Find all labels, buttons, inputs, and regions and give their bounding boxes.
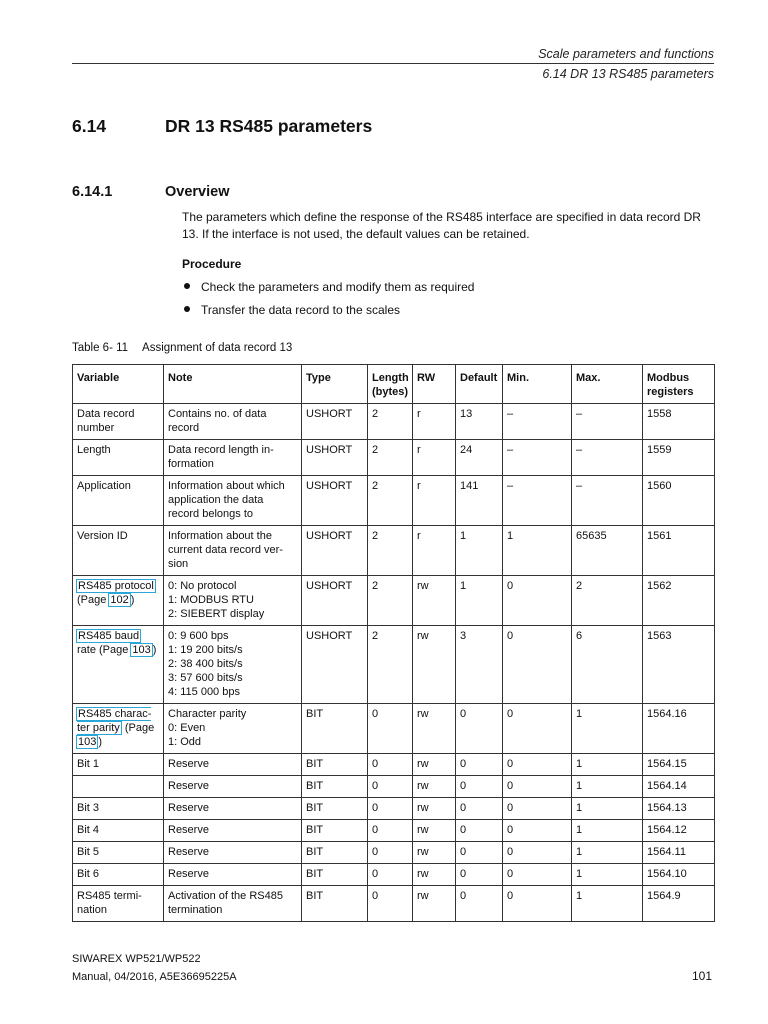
cell-rw: rw bbox=[413, 886, 456, 922]
procedure-list bbox=[182, 279, 474, 325]
cell-rw: rw bbox=[413, 754, 456, 776]
cell-type: BIT bbox=[302, 798, 368, 820]
table-row bbox=[73, 404, 715, 440]
page-ref-link[interactable]: 102 bbox=[110, 594, 129, 606]
cell-modbus: 1559 bbox=[643, 440, 715, 476]
cell-note: Reserve bbox=[164, 776, 302, 798]
cell-note: Contains no. of data record bbox=[164, 404, 302, 440]
page-number: 101 bbox=[691, 969, 712, 983]
cell-modbus: 1562 bbox=[643, 576, 715, 626]
cell-rw: rw bbox=[413, 576, 456, 626]
cell-variable bbox=[73, 626, 164, 704]
cell-note: 0: No protocol 1: MODBUS RTU 2: SIEBERT display bbox=[164, 576, 302, 626]
subsection-title: Overview bbox=[165, 184, 230, 200]
cell-modbus: 1564.14 bbox=[643, 776, 715, 798]
cell-modbus: 1561 bbox=[643, 526, 715, 576]
cell-length: 2 bbox=[368, 526, 413, 576]
column-header: Note bbox=[164, 365, 302, 404]
cell-default: 0 bbox=[456, 754, 503, 776]
cell-max: – bbox=[572, 440, 643, 476]
table-row bbox=[73, 704, 715, 754]
cell-modbus: 1564.12 bbox=[643, 820, 715, 842]
cell-variable bbox=[73, 576, 164, 626]
cell-note: Information about the current data record ver-sion bbox=[164, 526, 302, 576]
cell-rw: rw bbox=[413, 798, 456, 820]
cell-max: – bbox=[572, 404, 643, 440]
cell-max: 1 bbox=[572, 798, 643, 820]
section-number: 6.14 bbox=[72, 116, 107, 136]
cell-default: 141 bbox=[456, 476, 503, 526]
cell-variable: Length bbox=[73, 440, 164, 476]
cell-default: 24 bbox=[456, 440, 503, 476]
cell-default: 0 bbox=[456, 704, 503, 754]
cell-rw: rw bbox=[413, 842, 456, 864]
subsection-number: 6.14.1 bbox=[72, 184, 113, 200]
procedure-heading: Procedure bbox=[182, 257, 242, 271]
cell-modbus: 1558 bbox=[643, 404, 715, 440]
cell-rw: rw bbox=[413, 626, 456, 704]
cell-max: – bbox=[572, 476, 643, 526]
variable-link[interactable]: RS485 baud bbox=[78, 630, 140, 642]
cell-type: BIT bbox=[302, 820, 368, 842]
cell-length: 0 bbox=[368, 842, 413, 864]
table-row bbox=[73, 886, 715, 922]
cell-rw: r bbox=[413, 476, 456, 526]
cell-type: USHORT bbox=[302, 526, 368, 576]
data-record-table bbox=[72, 364, 715, 922]
cell-type: USHORT bbox=[302, 440, 368, 476]
cell-note: Reserve bbox=[164, 754, 302, 776]
cell-min: 1 bbox=[503, 526, 572, 576]
procedure-step-text: Transfer the data record to the scales bbox=[201, 303, 400, 317]
page-ref-suffix: ) bbox=[130, 594, 135, 606]
cell-max: 1 bbox=[572, 704, 643, 754]
cell-min: 0 bbox=[503, 886, 572, 922]
cell-min: 0 bbox=[503, 842, 572, 864]
table-header-row bbox=[73, 365, 715, 404]
procedure-step bbox=[182, 279, 474, 302]
cell-variable: Bit 5 bbox=[73, 842, 164, 864]
page-ref-suffix: ) bbox=[98, 736, 103, 748]
cell-note: Data record length in-formation bbox=[164, 440, 302, 476]
cell-rw: rw bbox=[413, 864, 456, 886]
cell-min: 0 bbox=[503, 820, 572, 842]
footer-product: SIWAREX WP521/WP522 bbox=[72, 953, 201, 965]
cell-type: BIT bbox=[302, 704, 368, 754]
cell-type: USHORT bbox=[302, 626, 368, 704]
cell-min: 0 bbox=[503, 754, 572, 776]
column-header: Modbus registers bbox=[643, 365, 715, 404]
table-caption-title: Assignment of data record 13 bbox=[142, 342, 293, 354]
cell-note: Information about which application the data record belongs to bbox=[164, 476, 302, 526]
cell-max: 6 bbox=[572, 626, 643, 704]
cell-variable: Application bbox=[73, 476, 164, 526]
cell-min: – bbox=[503, 440, 572, 476]
cell-modbus: 1564.9 bbox=[643, 886, 715, 922]
cell-rw: r bbox=[413, 404, 456, 440]
cell-length: 0 bbox=[368, 798, 413, 820]
table-row bbox=[73, 798, 715, 820]
table-row bbox=[73, 776, 715, 798]
cell-min: 0 bbox=[503, 626, 572, 704]
bullet-icon bbox=[184, 306, 190, 312]
cell-variable bbox=[73, 776, 164, 798]
cell-note: Reserve bbox=[164, 798, 302, 820]
table-row bbox=[73, 754, 715, 776]
page-ref-suffix: ) bbox=[152, 644, 157, 656]
cell-max: 65635 bbox=[572, 526, 643, 576]
cell-type: BIT bbox=[302, 886, 368, 922]
cell-type: BIT bbox=[302, 842, 368, 864]
cell-min: 0 bbox=[503, 576, 572, 626]
cell-modbus: 1564.13 bbox=[643, 798, 715, 820]
cell-type: BIT bbox=[302, 776, 368, 798]
cell-type: BIT bbox=[302, 864, 368, 886]
table-row bbox=[73, 864, 715, 886]
cell-rw: rw bbox=[413, 704, 456, 754]
column-header: Variable bbox=[73, 365, 164, 404]
table-caption bbox=[72, 342, 292, 354]
table-row bbox=[73, 626, 715, 704]
cell-default: 0 bbox=[456, 820, 503, 842]
cell-note: Reserve bbox=[164, 820, 302, 842]
table-row bbox=[73, 842, 715, 864]
cell-modbus: 1564.10 bbox=[643, 864, 715, 886]
page-ref-prefix: rate (Page bbox=[77, 644, 132, 656]
table-row bbox=[73, 440, 715, 476]
cell-note: 0: 9 600 bps 1: 19 200 bits/s 2: 38 400 bits/s 3: 57 600 bits/s 4: 115 000 bps bbox=[164, 626, 302, 704]
cell-note: Reserve bbox=[164, 842, 302, 864]
bullet-icon bbox=[184, 283, 190, 289]
cell-max: 2 bbox=[572, 576, 643, 626]
table-row bbox=[73, 526, 715, 576]
cell-length: 2 bbox=[368, 626, 413, 704]
running-header-section: 6.14 DR 13 RS485 parameters bbox=[542, 67, 714, 81]
cell-modbus: 1563 bbox=[643, 626, 715, 704]
cell-variable: Bit 4 bbox=[73, 820, 164, 842]
cell-length: 0 bbox=[368, 776, 413, 798]
cell-variable: Version ID bbox=[73, 526, 164, 576]
table-row bbox=[73, 820, 715, 842]
cell-variable: Bit 3 bbox=[73, 798, 164, 820]
cell-length: 2 bbox=[368, 476, 413, 526]
cell-rw: r bbox=[413, 440, 456, 476]
cell-length: 0 bbox=[368, 704, 413, 754]
cell-length: 0 bbox=[368, 886, 413, 922]
cell-default: 0 bbox=[456, 864, 503, 886]
page-ref-link[interactable]: 103 bbox=[132, 644, 151, 656]
cell-variable bbox=[73, 704, 164, 754]
cell-default: 13 bbox=[456, 404, 503, 440]
cell-length: 2 bbox=[368, 440, 413, 476]
cell-default: 0 bbox=[456, 798, 503, 820]
cell-length: 2 bbox=[368, 576, 413, 626]
cell-length: 0 bbox=[368, 864, 413, 886]
cell-min: – bbox=[503, 476, 572, 526]
column-header: Default bbox=[456, 365, 503, 404]
column-header: Type bbox=[302, 365, 368, 404]
column-header: RW bbox=[413, 365, 456, 404]
cell-max: 1 bbox=[572, 820, 643, 842]
cell-variable: Data record number bbox=[73, 404, 164, 440]
table-row bbox=[73, 476, 715, 526]
cell-variable: Bit 6 bbox=[73, 864, 164, 886]
table-caption-number: Table 6- 11 bbox=[72, 342, 129, 354]
cell-variable: Bit 1 bbox=[73, 754, 164, 776]
table-row bbox=[73, 576, 715, 626]
cell-variable: RS485 termi-nation bbox=[73, 886, 164, 922]
column-header: Max. bbox=[572, 365, 643, 404]
cell-modbus: 1564.11 bbox=[643, 842, 715, 864]
cell-rw: rw bbox=[413, 776, 456, 798]
cell-modbus: 1564.15 bbox=[643, 754, 715, 776]
cell-type: USHORT bbox=[302, 404, 368, 440]
column-header: Min. bbox=[503, 365, 572, 404]
cell-type: USHORT bbox=[302, 476, 368, 526]
cell-default: 3 bbox=[456, 626, 503, 704]
cell-type: BIT bbox=[302, 754, 368, 776]
page-ref-prefix: (Page bbox=[124, 722, 155, 734]
cell-min: 0 bbox=[503, 864, 572, 886]
cell-min: 0 bbox=[503, 798, 572, 820]
section-title: DR 13 RS485 parameters bbox=[165, 116, 373, 136]
cell-min: 0 bbox=[503, 776, 572, 798]
variable-link[interactable]: RS485 charac-ter parity bbox=[77, 708, 152, 734]
cell-max: 1 bbox=[572, 754, 643, 776]
variable-link[interactable]: RS485 protocol bbox=[78, 580, 154, 592]
cell-max: 1 bbox=[572, 842, 643, 864]
procedure-step bbox=[182, 302, 474, 325]
cell-max: 1 bbox=[572, 776, 643, 798]
cell-default: 0 bbox=[456, 776, 503, 798]
cell-rw: r bbox=[413, 526, 456, 576]
cell-max: 1 bbox=[572, 864, 643, 886]
cell-note: Reserve bbox=[164, 864, 302, 886]
cell-length: 0 bbox=[368, 820, 413, 842]
cell-max: 1 bbox=[572, 886, 643, 922]
cell-modbus: 1560 bbox=[643, 476, 715, 526]
cell-length: 0 bbox=[368, 754, 413, 776]
cell-length: 2 bbox=[368, 404, 413, 440]
cell-min: 0 bbox=[503, 704, 572, 754]
column-header: Length (bytes) bbox=[368, 365, 413, 404]
cell-default: 0 bbox=[456, 842, 503, 864]
cell-modbus: 1564.16 bbox=[643, 704, 715, 754]
page-ref-prefix: (Page bbox=[77, 594, 110, 606]
cell-default: 1 bbox=[456, 576, 503, 626]
cell-type: USHORT bbox=[302, 576, 368, 626]
page-ref-link[interactable]: 103 bbox=[78, 736, 97, 748]
cell-note: Character parity 0: Even 1: Odd bbox=[164, 704, 302, 754]
running-header-chapter: Scale parameters and functions bbox=[538, 47, 714, 61]
procedure-step-text: Check the parameters and modify them as required bbox=[201, 280, 475, 294]
cell-min: – bbox=[503, 404, 572, 440]
cell-rw: rw bbox=[413, 820, 456, 842]
cell-default: 1 bbox=[456, 526, 503, 576]
intro-paragraph: The parameters which define the response of the RS485 interface are specified in data record DR 13. If the interface is not used, the default values can be retained. bbox=[182, 210, 701, 241]
cell-note: Activation of the RS485 termination bbox=[164, 886, 302, 922]
header-rule bbox=[72, 63, 714, 64]
cell-default: 0 bbox=[456, 886, 503, 922]
footer-manual: Manual, 04/2016, A5E36695225A bbox=[72, 971, 237, 983]
